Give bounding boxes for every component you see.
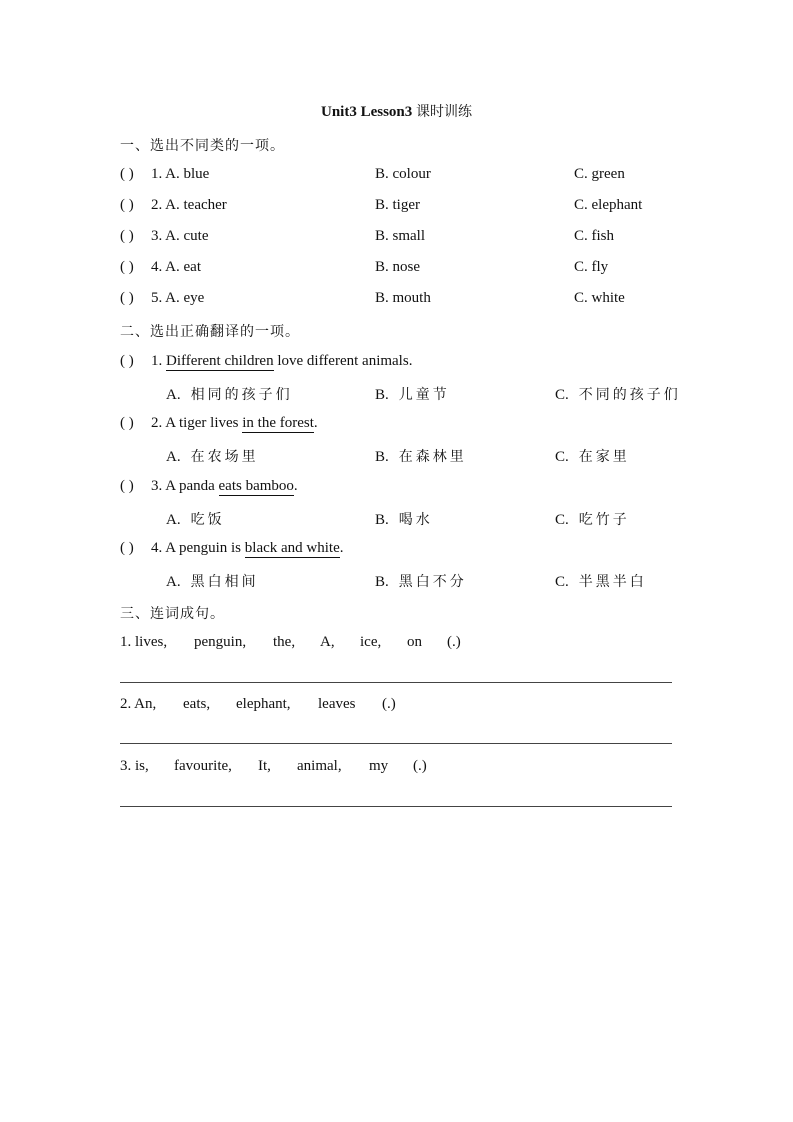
section1-heading: 一、选出不同类的一项。 (120, 138, 285, 154)
option-b: B. nose (375, 259, 420, 275)
answer-line[interactable] (120, 682, 672, 683)
option-c: C. green (574, 166, 625, 182)
title-cn: 课时训练 (416, 104, 473, 120)
option-b: B. tiger (375, 197, 420, 213)
answer-paren[interactable]: ( ) (120, 228, 134, 244)
option-a: 1. A. blue (151, 166, 210, 182)
scrambled-word: 3. is, (120, 758, 149, 774)
option-b: B. 喝水 (375, 512, 433, 528)
option-a: A. 相同的孩子们 (166, 387, 293, 403)
scrambled-word: (.) (382, 696, 396, 712)
underlined-phrase: Different children (166, 353, 274, 369)
option-a: 3. A. cute (151, 228, 209, 244)
question-text: 2. A tiger lives in the forest. (151, 415, 318, 431)
option-c: C. white (574, 290, 625, 306)
option-b: B. small (375, 228, 426, 244)
section2-question (120, 478, 298, 495)
option-b: B. 在森林里 (375, 449, 467, 465)
option-c: C. 在家里 (555, 449, 630, 465)
section2-question (120, 540, 344, 557)
section1-item (120, 166, 680, 186)
option-b: B. mouth (375, 290, 431, 306)
option-c: C. fish (574, 228, 615, 244)
option-a: A. 吃饭 (166, 512, 225, 528)
option-a: A. 在农场里 (166, 449, 259, 465)
question-text: 3. A panda eats bamboo. (151, 478, 298, 494)
question-text: 4. A penguin is black and white. (151, 540, 344, 556)
section1-item (120, 228, 680, 248)
scrambled-word: A, (320, 634, 335, 650)
scrambled-word: my (369, 758, 389, 774)
option-c: C. elephant (574, 197, 643, 213)
option-b: B. 儿童节 (375, 387, 450, 403)
section3-heading: 三、连词成句。 (120, 606, 225, 622)
option-c: C. 不同的孩子们 (555, 387, 681, 403)
question-text: 1. Different children love different animals. (151, 353, 413, 369)
answer-paren[interactable]: ( ) (120, 290, 134, 306)
scrambled-word: 1. lives, (120, 634, 168, 650)
title-en: Unit3 Lesson3 (320, 104, 413, 120)
option-a: 5. A. eye (151, 290, 205, 306)
scrambled-word: leaves (318, 696, 356, 712)
scrambled-word: (.) (413, 758, 427, 774)
option-a: 4. A. eat (151, 259, 201, 275)
scrambled-word: penguin, (194, 634, 247, 650)
scrambled-word: (.) (447, 634, 461, 650)
answer-paren[interactable]: ( ) (120, 166, 134, 182)
answer-line[interactable] (120, 806, 672, 807)
section2-question (120, 353, 413, 370)
scrambled-word: 2. An, (120, 696, 157, 712)
option-b: B. 黑白不分 (375, 574, 467, 590)
option-c: C. 吃竹子 (555, 512, 630, 528)
option-c: C. 半黑半白 (555, 574, 647, 590)
translation-options (166, 509, 686, 529)
answer-paren[interactable]: ( ) (120, 259, 134, 275)
section1-item (120, 290, 680, 310)
scrambled-word: on (407, 634, 422, 650)
page-title (0, 101, 793, 121)
answer-paren[interactable]: ( ) (120, 353, 134, 369)
section2-heading: 二、选出正确翻译的一项。 (120, 324, 300, 340)
option-a: 2. A. teacher (151, 197, 227, 213)
section1-item (120, 197, 680, 217)
scrambled-word: the, (273, 634, 296, 650)
translation-options (166, 446, 686, 466)
answer-paren[interactable]: ( ) (120, 197, 134, 213)
scrambled-word: elephant, (236, 696, 291, 712)
answer-line[interactable] (120, 743, 672, 744)
answer-paren[interactable]: ( ) (120, 540, 134, 556)
scrambled-word: It, (258, 758, 271, 774)
scrambled-word: ice, (360, 634, 382, 650)
option-a: A. 黑白相间 (166, 574, 259, 590)
option-b: B. colour (375, 166, 431, 182)
underlined-phrase: black and white (244, 540, 340, 556)
option-c: C. fly (574, 259, 609, 275)
underlined-phrase: in the forest (242, 415, 314, 431)
translation-options (166, 571, 686, 591)
answer-paren[interactable]: ( ) (120, 478, 134, 494)
scrambled-word: eats, (183, 696, 211, 712)
underlined-phrase: eats bamboo (218, 478, 294, 494)
scrambled-word: favourite, (174, 758, 232, 774)
section1-item (120, 259, 680, 279)
scrambled-word: animal, (297, 758, 342, 774)
answer-paren[interactable]: ( ) (120, 415, 134, 431)
section2-question (120, 415, 318, 432)
translation-options (166, 384, 686, 404)
